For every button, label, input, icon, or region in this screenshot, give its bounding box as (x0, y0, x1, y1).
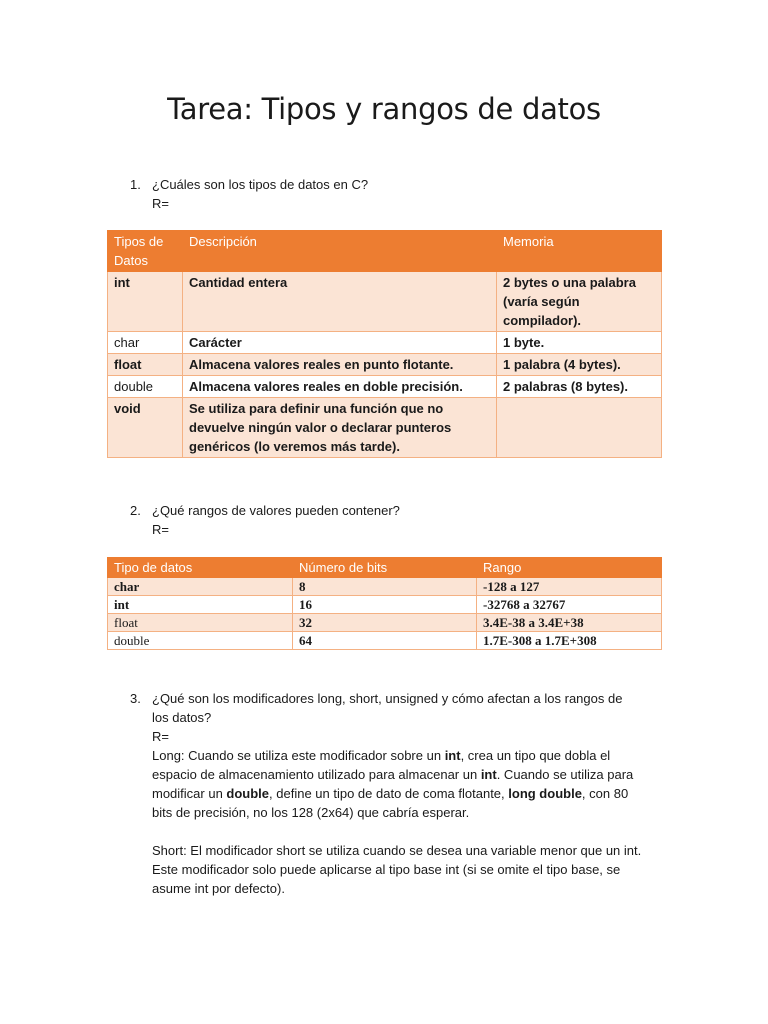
cell-bits: 64 (293, 632, 477, 650)
cell-tipo: int (108, 272, 183, 332)
cell-tipo: float (108, 354, 183, 376)
cell-tipo: char (108, 332, 183, 354)
long-bold-int: int (444, 748, 461, 763)
long-bold-int-2: int (480, 767, 497, 782)
long-paragraph (152, 746, 652, 822)
header-numero-de-bits: Número de bits (293, 558, 477, 578)
cell-bits: 8 (293, 578, 477, 596)
cell-descripcion: Almacena valores reales en punto flotante. (183, 354, 497, 376)
cell-descripcion: Almacena valores reales en doble precisión. (183, 376, 497, 398)
short-paragraph: Short: El modificador short se utiliza cuando se desea una variable menor que un int. Este modificador solo puede aplicarse al tipo base int (si se omite el tipo base, se asume int por defecto). (152, 843, 642, 896)
cell-descripcion: Cantidad entera (183, 272, 497, 332)
ranges-table (107, 557, 662, 650)
long-text-5: , con 80 bits de precisión, no los 128 (2x64) que cabría esperar. (152, 786, 629, 820)
table-row (108, 614, 662, 632)
table-row (108, 596, 662, 614)
data-types-table (107, 230, 662, 458)
question-1-text: ¿Cuáles son los tipos de datos en C? (152, 177, 369, 192)
cell-memoria: 1 byte. (497, 332, 662, 354)
long-text-1: Long: Cuando se utiliza este modificador sobre un (152, 748, 445, 763)
cell-rango: -128 a 127 (477, 578, 662, 596)
question-3-text-line1: ¿Qué son los modificadores long, short, unsigned y cómo afectan a los rangos de (152, 691, 623, 706)
table-header-row (108, 558, 662, 578)
cell-tipo: void (108, 398, 183, 458)
table-row (108, 578, 662, 596)
table-row (108, 632, 662, 650)
table-row (108, 398, 662, 458)
question-3-number: 3. (130, 691, 141, 706)
question-2-answer-prefix: R= (152, 522, 169, 537)
cell-memoria: 2 palabras (8 bytes). (497, 376, 662, 398)
long-text-4: , define un tipo de dato de coma flotante, (269, 786, 509, 801)
long-text-3: . Cuando se utiliza para modificar un (152, 767, 634, 801)
cell-tipo: double (108, 376, 183, 398)
page-title: Tarea: Tipos y rangos de datos (167, 92, 601, 126)
question-1-answer-prefix: R= (152, 196, 169, 211)
long-bold-double: double (226, 786, 270, 801)
table-row (108, 354, 662, 376)
cell-rango: 1.7E-308 a 1.7E+308 (477, 632, 662, 650)
cell-memoria (497, 398, 662, 458)
cell-descripcion: Carácter (183, 332, 497, 354)
cell-tipo: double (108, 632, 293, 650)
question-3-answer-prefix: R= (152, 729, 169, 744)
cell-tipo: char (108, 578, 293, 596)
question-3-text-line2: los datos? (152, 710, 212, 725)
cell-bits: 32 (293, 614, 477, 632)
cell-tipo: int (108, 596, 293, 614)
header-rango: Rango (477, 558, 662, 578)
table-row (108, 332, 662, 354)
table-row (108, 272, 662, 332)
cell-rango: -32768 a 32767 (477, 596, 662, 614)
table-row (108, 376, 662, 398)
header-descripcion: Descripción (183, 231, 497, 272)
question-2-text: ¿Qué rangos de valores pueden contener? (152, 503, 400, 518)
question-2-number: 2. (130, 503, 141, 518)
cell-memoria: 2 bytes o una palabra (varía según compilador). (497, 272, 662, 332)
header-tipo-de-datos: Tipo de datos (108, 558, 293, 578)
cell-memoria: 1 palabra (4 bytes). (497, 354, 662, 376)
long-bold-long-double: long double (508, 786, 582, 801)
header-tipos: Tipos de Datos (108, 231, 183, 272)
cell-bits: 16 (293, 596, 477, 614)
cell-rango: 3.4E-38 a 3.4E+38 (477, 614, 662, 632)
long-text-2: , crea un tipo que dobla el espacio de almacenamiento utilizado para almacenar un (152, 748, 611, 782)
cell-tipo: float (108, 614, 293, 632)
question-1-number: 1. (130, 177, 141, 192)
header-memoria: Memoria (497, 231, 662, 272)
cell-descripcion: Se utiliza para definir una función que no devuelve ningún valor o declarar punteros genéricos (lo veremos más tarde). (183, 398, 497, 458)
table-header-row (108, 231, 662, 272)
